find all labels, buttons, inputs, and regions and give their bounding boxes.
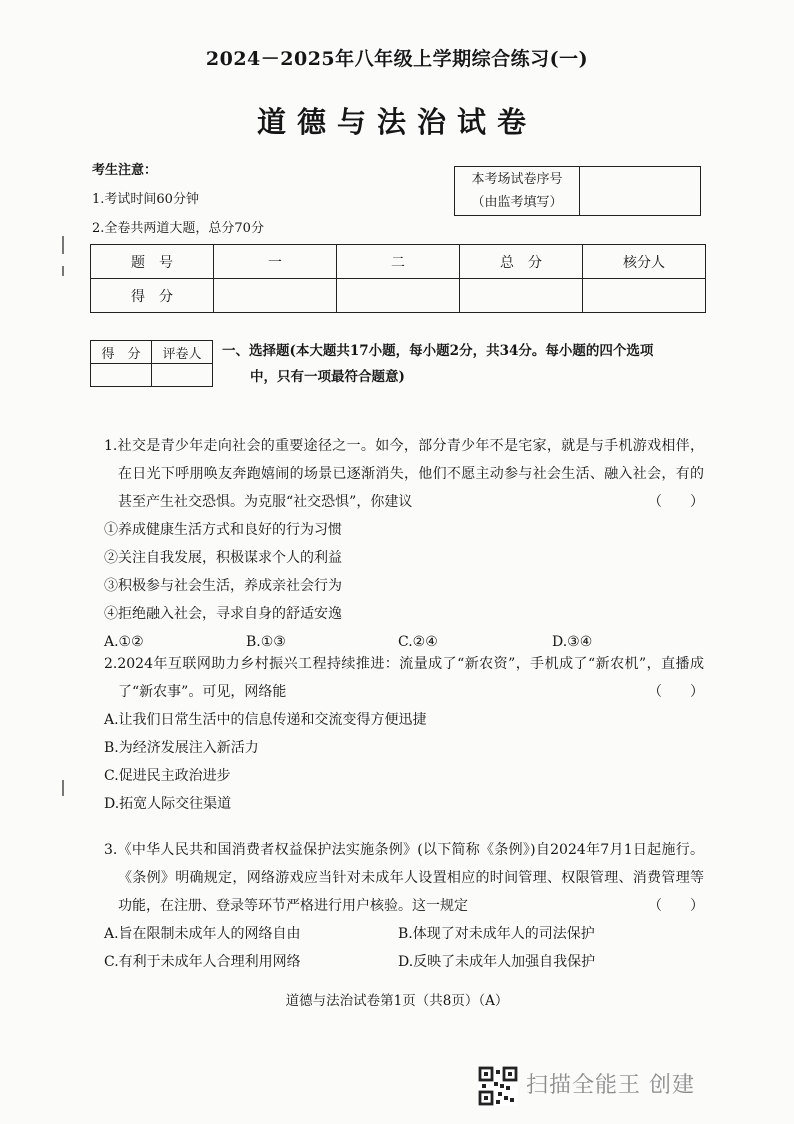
score-header-cell: 核分人 [583,245,706,279]
scanner-watermark: 扫描全能王 创建 [526,1073,695,1098]
option-c[interactable]: C.②④ [398,634,438,650]
option-a[interactable]: A.让我们日常生活中的信息传递和交流变得方便迅捷 [104,712,427,728]
option-a[interactable]: A.旨在限制未成年人的网络自由 [104,926,301,942]
statement: ③积极参与社会生活，养成亲社会行为 [104,578,342,594]
score-row-label: 得 分 [91,279,214,313]
option-d[interactable]: D.拓宽人际交往渠道 [104,796,232,812]
option-b[interactable]: B.为经济发展注入新活力 [104,740,259,756]
section-grader-label: 评卷人 [152,341,213,364]
notes-item: 1.考试时间60分钟 [92,192,199,207]
binding-mark [62,266,64,276]
score-header-cell: 总 分 [460,245,583,279]
score-cell[interactable] [337,279,460,313]
option-a[interactable]: A.①② [104,634,144,650]
statement: ①养成健康生活方式和良好的行为习惯 [104,522,342,538]
notes-item: 2.全卷共两道大题，总分70分 [92,221,264,236]
score-cell[interactable] [460,279,583,313]
score-header-cell: 一 [214,245,337,279]
score-header-cell: 二 [337,245,460,279]
question-2 [104,650,704,818]
question-stem: 2.2024年互联网助力乡村振兴工程持续推进：流量成了“新农资”，手机成了“新农机”，直播成了“新农事”。可见，网络能 [104,656,704,700]
section-score-cell[interactable] [91,364,152,387]
binding-mark [62,780,64,796]
score-cell[interactable] [214,279,337,313]
section-score-label: 得 分 [91,341,152,364]
option-d[interactable]: D.③④ [552,634,593,650]
exam-subtitle: 2024－2025年八年级上学期综合练习(一) [205,48,589,70]
score-header-cell: 题 号 [91,245,214,279]
option-b[interactable]: B.①③ [246,634,286,650]
question-3 [104,836,704,976]
notes-heading: 考生注意： [92,163,158,178]
option-b[interactable]: B.体现了对未成年人的司法保护 [398,926,595,942]
score-cell[interactable] [583,279,706,313]
candidate-notes [92,156,264,243]
binding-mark [62,236,64,254]
statement: ④拒绝融入社会，寻求自身的舒适安逸 [104,606,342,622]
answer-bracket: （ ） [648,684,704,700]
section-score-box [90,340,213,387]
option-c[interactable]: C.有利于未成年人合理利用网络 [104,954,301,970]
question-1 [104,432,704,656]
question-stem: 1.社交是青少年走向社会的重要途径之一。如今，部分青少年不是宅家，就是与手机游戏相伴，在日光下呼朋唤友奔跑嬉闹的场景已逐渐消失，他们不愿主动参与社会生活、融入社会，有的甚至产生社交恐惧。为克服“社交恐惧”，你建议 [104,438,704,510]
section-grader-cell[interactable] [152,364,213,387]
qr-code-icon [478,1066,518,1106]
score-table [90,244,706,313]
option-c[interactable]: C.促进民主政治进步 [104,768,231,784]
page-footer: 道德与法治试卷第1页（共8页）（A） [285,993,509,1009]
seat-number-box [454,166,701,216]
statement: ②关注自我发展，积极谋求个人的利益 [104,550,342,566]
answer-bracket: （ ） [648,494,704,510]
option-d[interactable]: D.反映了未成年人加强自我保护 [398,954,596,970]
exam-title: 道德与法治试卷 [256,105,537,139]
seat-number-field[interactable] [580,167,701,216]
answer-bracket: （ ） [648,898,704,914]
question-stem: 3.《中华人民共和国消费者权益保护法实施条例》(以下简称《条例》)自2024年7月1日起施行。《条例》明确规定，网络游戏应当针对未成年人设置相应的时间管理、权限管理、消费管理等功能，在注册、登录等环节严格进行用户核验。这一规定 [104,842,704,914]
section-title: 一、选择题(本大题共17小题，每小题2分，共34分。每小题的四个选项 中，只有一项最符合题意) [222,343,654,385]
seat-number-label: 本考场试卷序号 （由监考填写） [455,167,580,216]
